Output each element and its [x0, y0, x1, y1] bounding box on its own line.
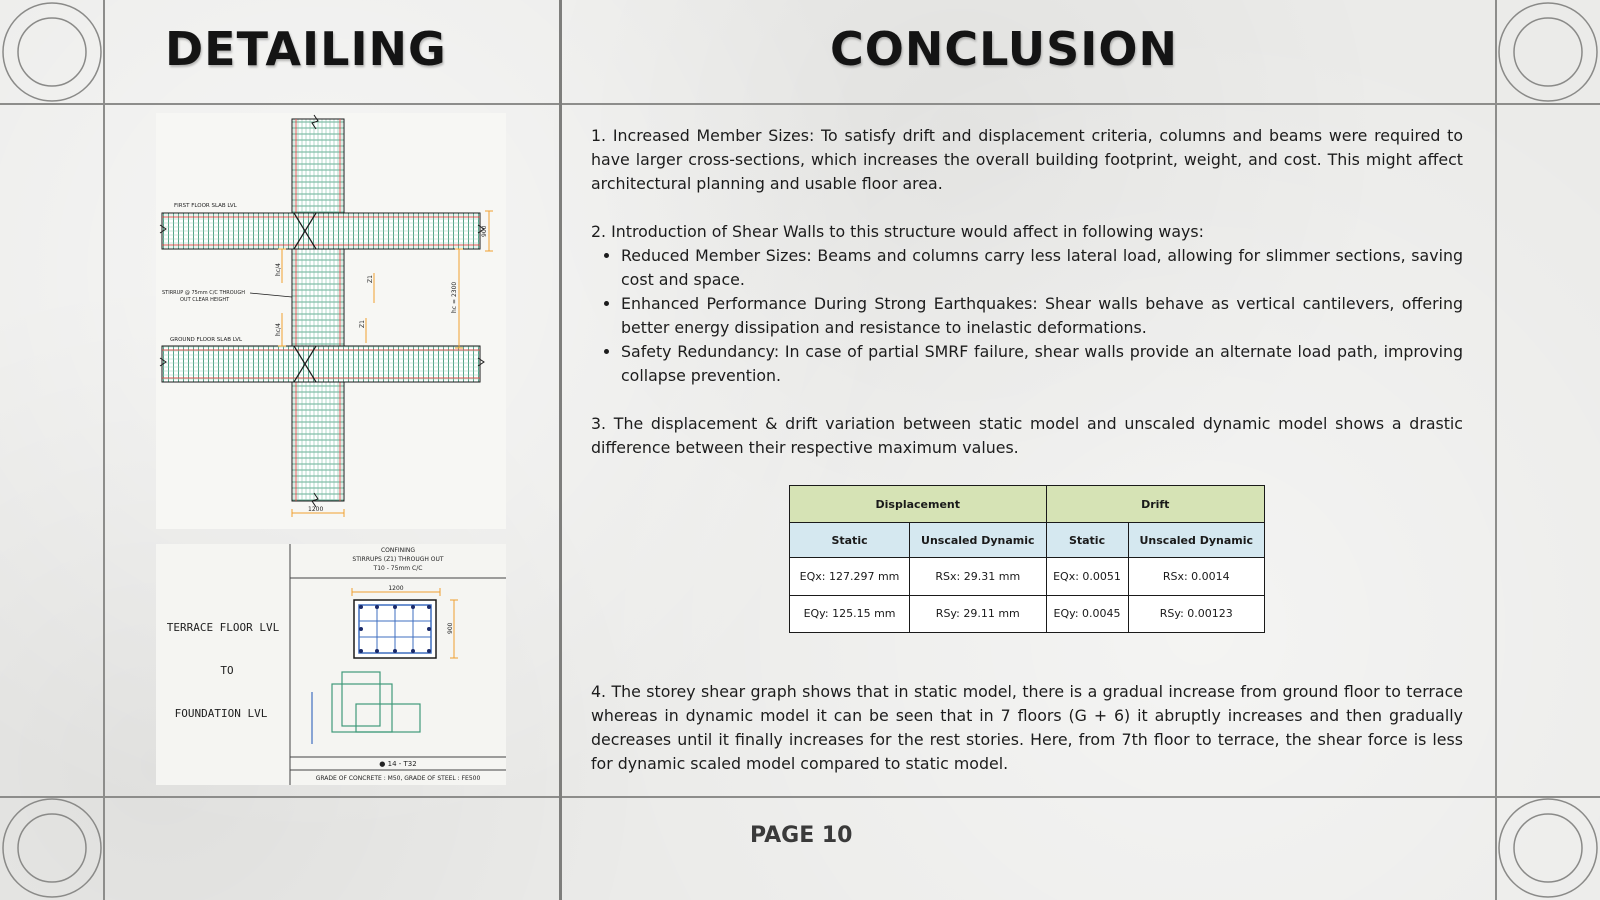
- conclusion-point-4-block: [591, 680, 1463, 776]
- column-section-drawing: [156, 544, 506, 785]
- confining-label-3: T10 - 75mm C/C: [373, 565, 423, 572]
- section-level-to-word: TO: [220, 664, 234, 677]
- conclusion-point-2: 2. Introduction of Shear Walls to this structure would affect in following ways:: [591, 222, 1204, 241]
- table-cell: RSx: 0.0014: [1128, 558, 1264, 595]
- confining-label-2: STIRRUPS (Z1) THROUGH OUT: [352, 556, 444, 563]
- table-cell: RSy: 29.11 mm: [910, 595, 1046, 632]
- dimension-1200-label: 1200: [308, 506, 324, 513]
- bullet-safety-redundancy: • Safety Redundancy: In case of partial SMRF failure, shear walls provide an alternate load path, improving collapse prevention.: [621, 340, 1463, 388]
- conclusion-point-3: 3. The displacement & drift variation between static model and unscaled dynamic model shows a drastic difference between their respective maximum values.: [591, 414, 1463, 457]
- section-level-to: FOUNDATION LVL: [174, 707, 268, 720]
- corner-circles-bottom-left: [0, 796, 104, 900]
- table-group-header-row: [790, 486, 1265, 523]
- conclusion-title: CONCLUSION: [830, 22, 1178, 76]
- table-cell: EQy: 125.15 mm: [790, 595, 910, 632]
- sub-header-unscaled-drift: Unscaled Dynamic: [1128, 523, 1264, 558]
- table-sub-header-row: [790, 523, 1265, 558]
- corner-circles-top-left: [0, 0, 104, 104]
- section-level-from: TERRACE FLOOR LVL: [166, 621, 280, 634]
- frame-line-center: [559, 0, 562, 900]
- drift-header: Drift: [1046, 486, 1264, 523]
- table-cell: EQy: 0.0045: [1046, 595, 1128, 632]
- conclusion-body: [591, 124, 1463, 484]
- frame-line-right: [1495, 0, 1497, 900]
- frame-line-top: [0, 103, 1600, 105]
- dimension-z1-a-label: Z1: [367, 275, 374, 283]
- displacement-header: Displacement: [790, 486, 1047, 523]
- dimension-hc4-bottom-label: hc/4: [275, 323, 282, 336]
- detailing-title: DETAILING: [165, 22, 447, 76]
- conclusion-point-1: 1. Increased Member Sizes: To satisfy drift and displacement criteria, columns and beams were required to have larger cross-sections, which increases the overall building footprint, weight, and cost. This might affect architectural planning and usable floor area.: [591, 126, 1463, 193]
- dimension-hc-label: hc = 2300: [451, 281, 458, 313]
- beam-column-joint-elevation-drawing: [156, 113, 506, 529]
- page-number: PAGE 10: [750, 823, 853, 848]
- table-row: [790, 558, 1265, 595]
- sub-header-unscaled-displacement: Unscaled Dynamic: [910, 523, 1046, 558]
- dimension-z1-b-label: Z1: [359, 320, 366, 328]
- corner-circles-top-right: [1496, 0, 1600, 104]
- table-row: [790, 595, 1265, 632]
- dimension-hc4-top-label: hc/4: [275, 263, 282, 276]
- table-cell: RSy: 0.00123: [1128, 595, 1264, 632]
- table-cell: EQx: 127.297 mm: [790, 558, 910, 595]
- shear-wall-bullets: [591, 244, 1463, 388]
- dimension-900-label: 900: [481, 225, 488, 237]
- section-width-label: 1200: [388, 585, 404, 592]
- stirrup-note-line-1: STIRRUP @ 75mm C/C THROUGH: [162, 290, 245, 296]
- displacement-drift-table: [789, 485, 1265, 633]
- rebar-label: ● 14 - T32: [379, 760, 417, 768]
- conclusion-point-4: 4. The storey shear graph shows that in static model, there is a gradual increase from ground floor to terrace whereas in dynamic model it can be seen that in 7 floors (G + 6) it abruptly increases and then gradually decreases until it finally increases for the rest stories. Here, from 7th floor to terrace, the shear force is less for dynamic scaled model compared to static model.: [591, 682, 1463, 773]
- ground-floor-slab-label: GROUND FLOOR SLAB LVL: [170, 337, 243, 343]
- first-floor-slab-label: FIRST FLOOR SLAB LVL: [174, 203, 237, 209]
- corner-circles-bottom-right: [1496, 796, 1600, 900]
- grade-label: GRADE OF CONCRETE : M50, GRADE OF STEEL : FE500: [315, 775, 481, 782]
- frame-line-bottom: [0, 796, 1600, 798]
- confining-label-1: CONFINING: [380, 547, 416, 554]
- bullet-enhanced-performance: • Enhanced Performance During Strong Earthquakes: Shear walls behave as vertical cantilevers, offering better energy dissipation and resistance to inelastic deformations.: [621, 292, 1463, 340]
- sub-header-static-displacement: Static: [790, 523, 910, 558]
- bullet-reduced-member-sizes: • Reduced Member Sizes: Beams and columns carry less lateral load, allowing for slimmer sections, saving cost and space.: [621, 244, 1463, 292]
- frame-line-left: [103, 0, 105, 900]
- stirrup-note-line-2: OUT CLEAR HEIGHT: [180, 297, 230, 303]
- section-depth-label: 900: [447, 622, 454, 634]
- table-cell: EQx: 0.0051: [1046, 558, 1128, 595]
- table-cell: RSx: 29.31 mm: [910, 558, 1046, 595]
- sub-header-static-drift: Static: [1046, 523, 1128, 558]
